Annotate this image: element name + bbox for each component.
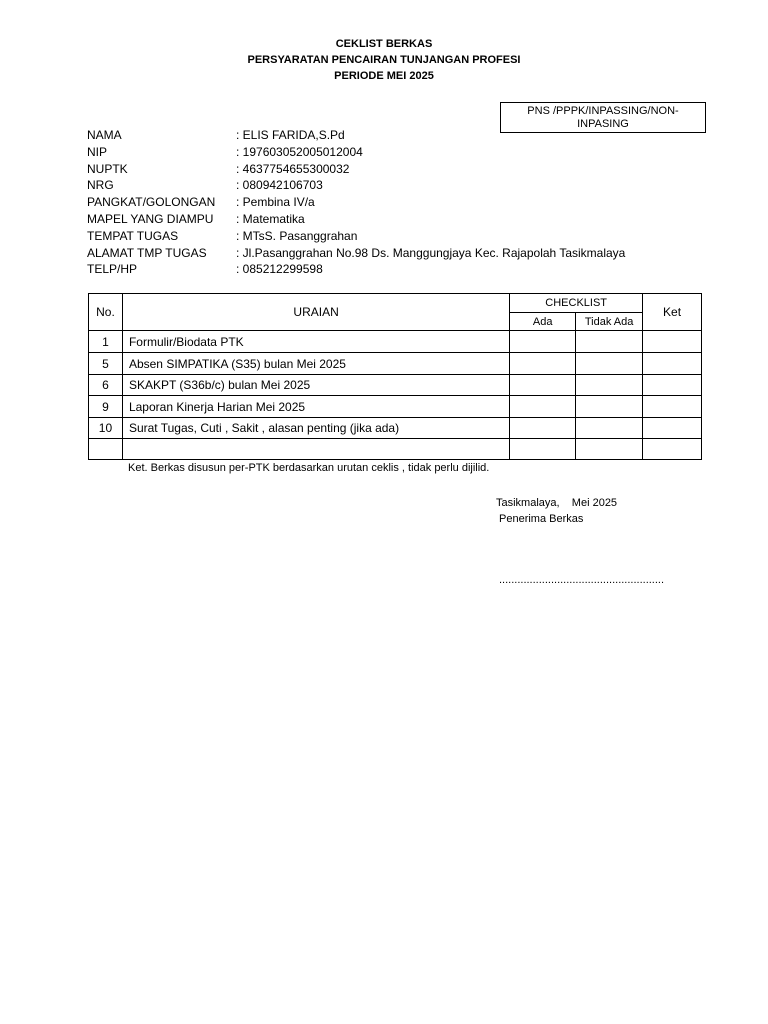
signature-line: ...................................................... [499,574,665,586]
info-row-telp [87,261,625,278]
row-desc: Surat Tugas, Cuti , Sakit , alasan penting (jika ada) [122,418,509,439]
info-value: : 080942106703 [236,178,323,193]
checklist-table [88,293,702,460]
check-tidak-ada-cell[interactable] [576,396,643,418]
header-ket: Ket [643,294,702,331]
header-ada: Ada [510,313,576,331]
place-date: Tasikmalaya, Mei 2025 [496,497,618,509]
info-row-nuptk [87,161,625,178]
check-tidak-ada-cell[interactable] [576,331,643,353]
row-desc: Formulir/Biodata PTK [122,331,509,353]
info-label: TELP/HP [87,262,138,277]
category-line-2: INPASING [577,118,629,130]
info-label: ALAMAT TMP TUGAS [87,245,207,260]
info-row-tempat-tugas [87,228,625,245]
info-label: NAMA [87,128,122,142]
info-label: NRG [87,178,114,193]
info-value: : 197603052005012004 [236,144,363,159]
title-line-2: PERSYARATAN PENCAIRAN TUNJANGAN PROFESI [247,54,521,66]
document-title [0,36,768,84]
table-row [89,375,702,396]
ket-cell[interactable] [643,439,702,460]
header-checklist: CHECKLIST [510,294,643,313]
ket-cell[interactable] [643,331,702,353]
table-row [89,353,702,375]
info-value: : 4637754655300032 [236,161,350,176]
check-ada-cell[interactable] [510,439,576,460]
row-desc: Absen SIMPATIKA (S35) bulan Mei 2025 [122,353,509,375]
row-desc: SKAKPT (S36b/c) bulan Mei 2025 [122,375,509,396]
info-value: : Jl.Pasanggrahan No.98 Ds. Manggungjaya Kec. Rajapolah Tasikmalaya [236,245,626,260]
check-tidak-ada-cell[interactable] [576,375,643,396]
check-tidak-ada-cell[interactable] [576,353,643,375]
row-desc: Laporan Kinerja Harian Mei 2025 [122,396,509,418]
row-desc [122,439,509,460]
table-row [89,418,702,439]
info-label: NIP [87,144,108,159]
table-row [89,396,702,418]
ket-cell[interactable] [643,418,702,439]
title-line-1: CEKLIST BERKAS [335,38,433,50]
info-label: TEMPAT TUGAS [87,228,179,243]
info-row-mapel [87,211,625,228]
check-ada-cell[interactable] [510,331,576,353]
category-line-1: PNS /PPPK/INPASSING/NON- [527,105,679,117]
info-row-nip [87,144,625,161]
row-no: 5 [89,353,123,375]
info-value: : Matematika [236,211,305,226]
check-tidak-ada-cell[interactable] [576,418,643,439]
info-row-alamat [87,245,625,262]
info-label: MAPEL YANG DIAMPU [87,211,214,226]
check-ada-cell[interactable] [510,353,576,375]
info-value: : ELIS FARIDA,S.Pd [236,128,345,142]
title-line-3: PERIODE MEI 2025 [334,70,434,82]
check-ada-cell[interactable] [510,396,576,418]
row-no: 1 [89,331,123,353]
check-ada-cell[interactable] [510,418,576,439]
note-text: Ket. Berkas disusun per-PTK berdasarkan urutan ceklis , tidak perlu dijilid. [128,462,490,474]
table-row [89,331,702,353]
row-no: 9 [89,396,123,418]
row-no [89,439,123,460]
header-no: No. [89,294,123,331]
ket-cell[interactable] [643,353,702,375]
ket-cell[interactable] [643,375,702,396]
header-uraian: URAIAN [122,294,509,331]
info-row-nama [87,127,625,144]
info-label: NUPTK [87,161,128,176]
info-row-pangkat [87,194,625,211]
info-value: : 085212299598 [236,262,323,277]
check-tidak-ada-cell[interactable] [576,439,643,460]
info-value: : Pembina IV/a [236,195,315,210]
header-tidak-ada: Tidak Ada [576,313,643,331]
signature-block [496,495,617,527]
info-value: : MTsS. Pasanggrahan [236,228,358,243]
info-label: PANGKAT/GOLONGAN [87,195,216,210]
row-no: 6 [89,375,123,396]
teacher-info [87,127,625,278]
ket-cell[interactable] [643,396,702,418]
table-row [89,439,702,460]
check-ada-cell[interactable] [510,375,576,396]
info-row-nrg [87,177,625,194]
receiver-label: Penerima Berkas [499,513,584,525]
row-no: 10 [89,418,123,439]
